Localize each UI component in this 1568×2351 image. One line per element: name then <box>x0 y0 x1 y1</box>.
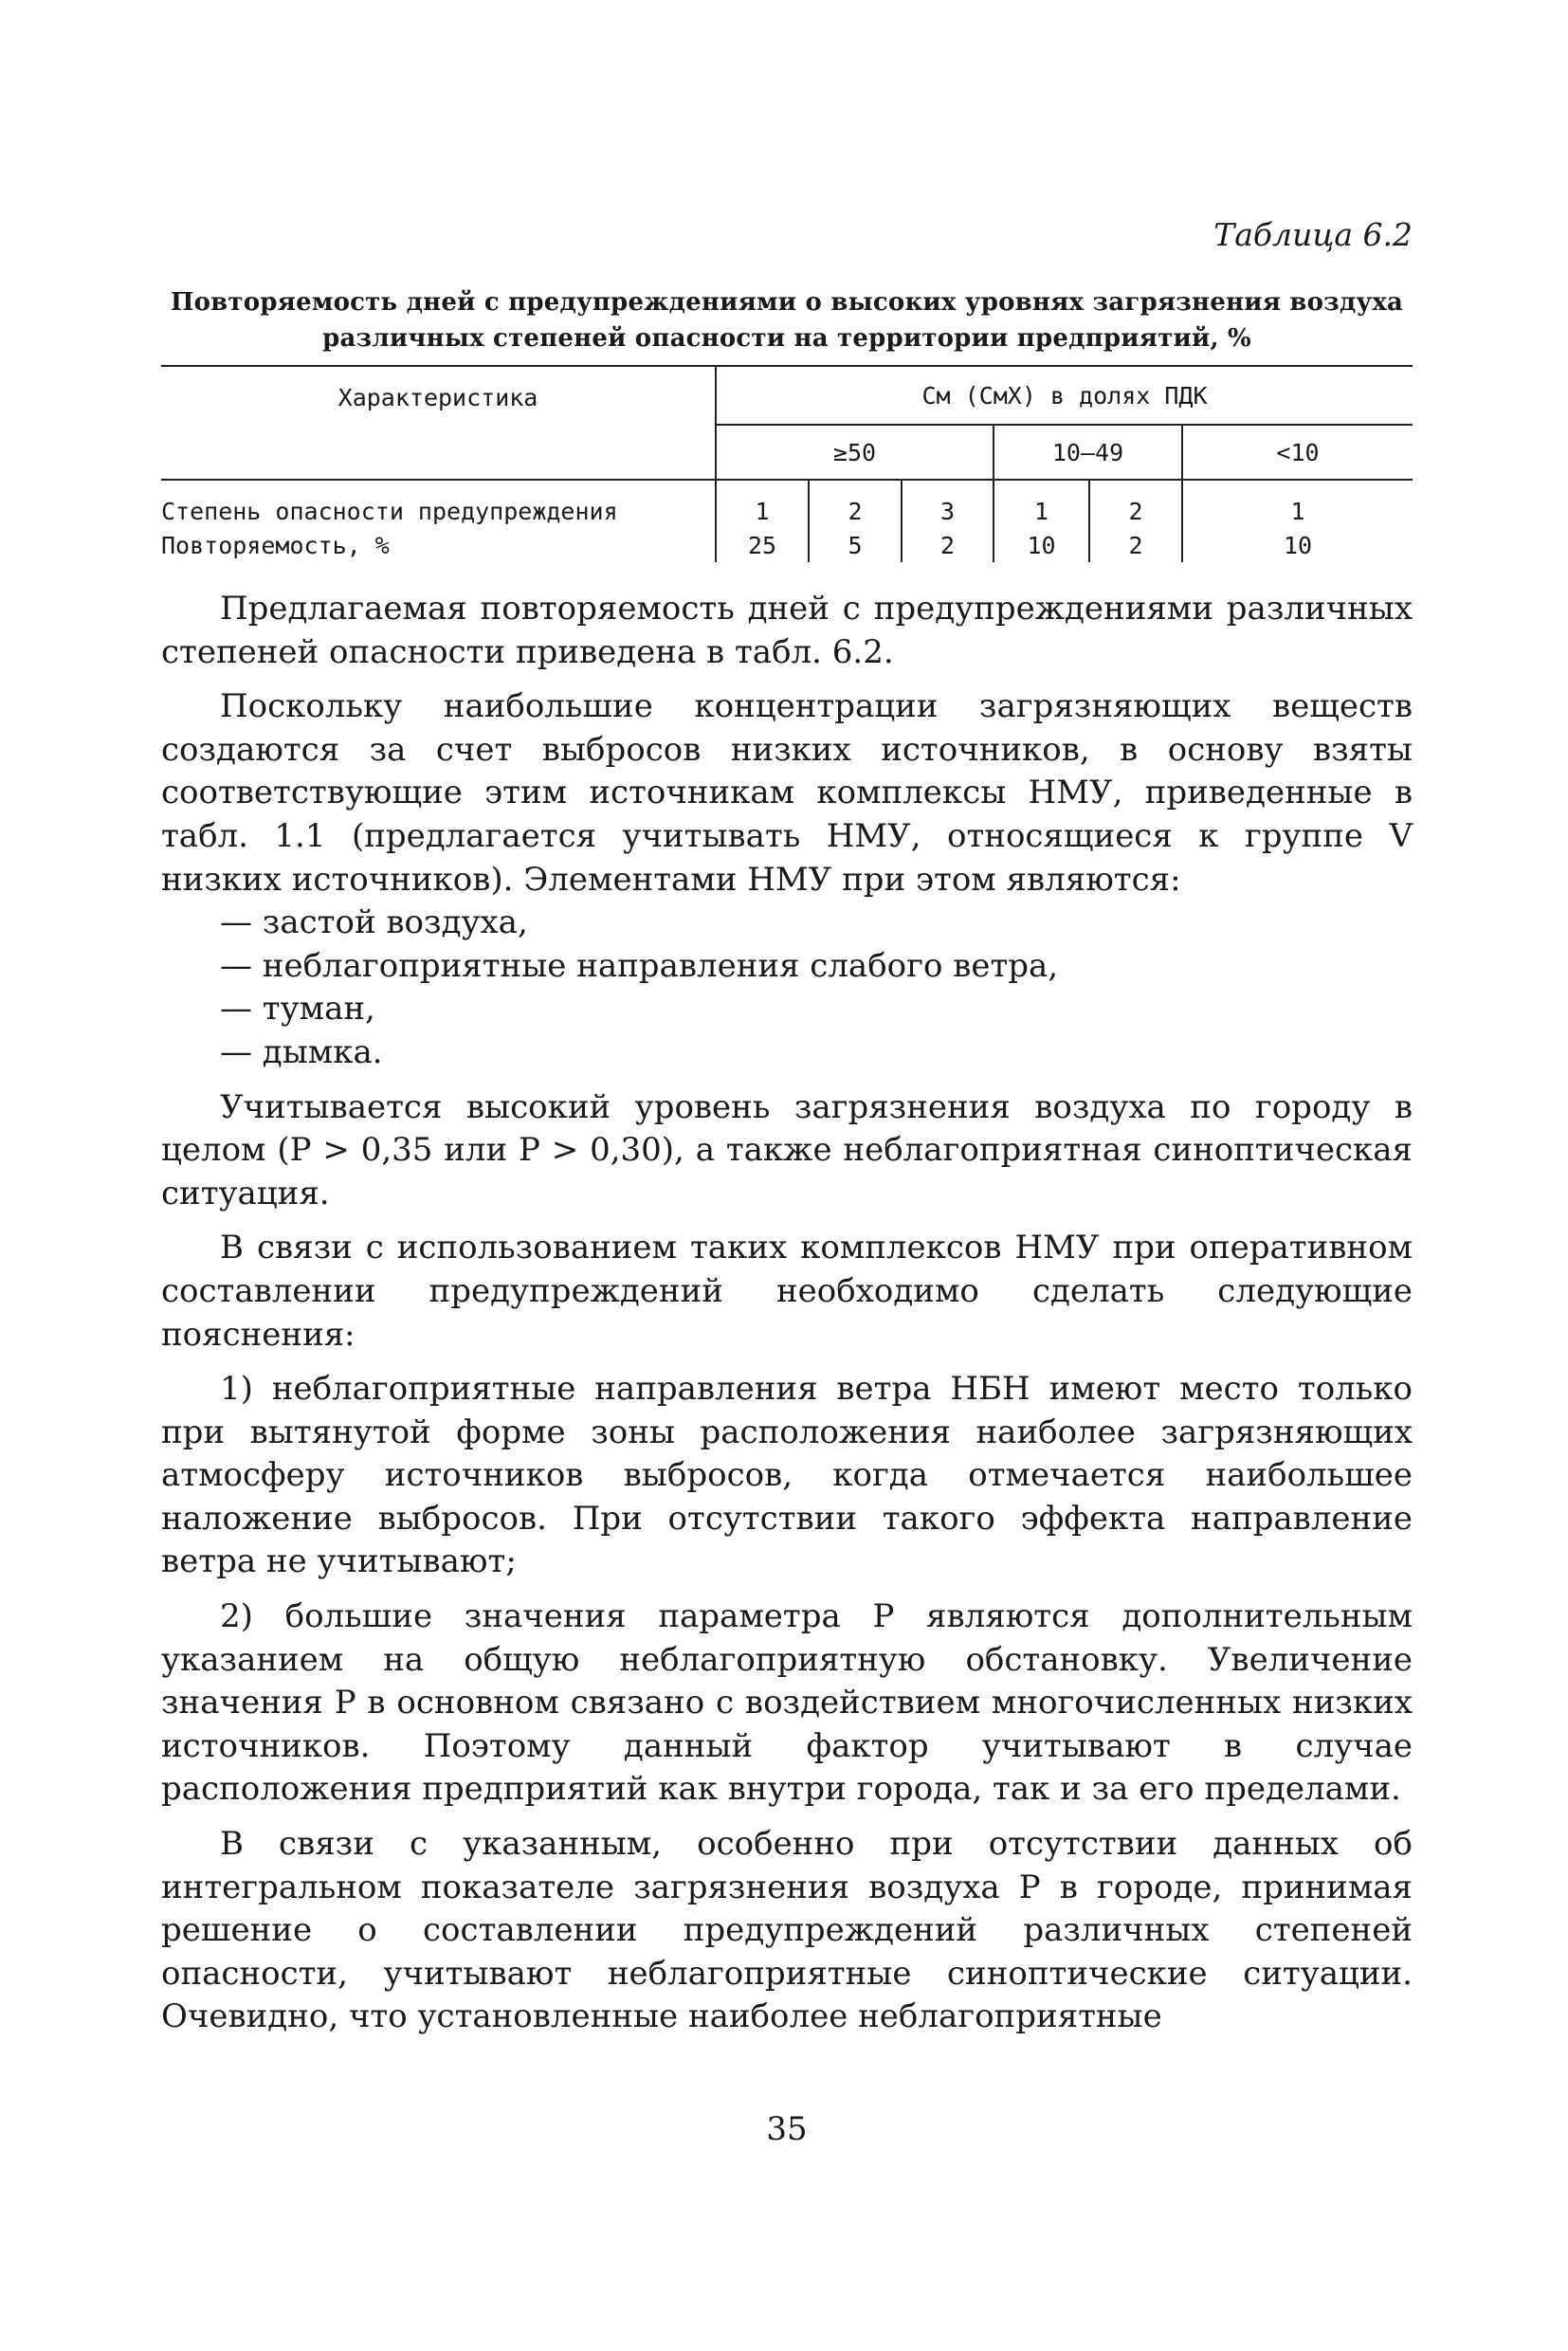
table-caption <box>161 284 1413 356</box>
cell-danger-5: 2 <box>1089 480 1182 528</box>
cell-repeat-2: 5 <box>809 528 902 562</box>
cell-repeat-1: 25 <box>716 528 809 562</box>
table-row <box>161 528 1413 562</box>
page-number: 35 <box>766 2110 808 2148</box>
paragraph-2: Поскольку наибольшие концентрации загрязняющих веществ создаются за счет выбросов низких источников, в основу взяты соответствующие этим источникам комплексы НМУ, приведенные в табл. 1.1 (предлагается учитывать НМУ, относящиеся к группе V низких источников). Элементами НМУ при этом являются: <box>161 687 1413 899</box>
table-row <box>161 480 1413 528</box>
list-item-2: — неблагоприятные направления слабого ветра, <box>220 946 1059 985</box>
paragraph-3: Учитывается высокий уровень загрязнения воздуха по городу в целом (P > 0,35 или P > 0,30), а также неблагоприятная синоптическая ситуация. <box>161 1087 1413 1212</box>
cell-repeat-3: 2 <box>902 528 994 562</box>
header-characteristic: Характеристика <box>161 366 716 480</box>
group-header-10-49: 10—49 <box>994 425 1182 480</box>
cell-danger-6: 1 <box>1182 480 1413 528</box>
cell-repeat-4: 10 <box>994 528 1089 562</box>
paragraph-1: Предлагаемая повторяемость дней с предупреждениями различных степеней опасности приведена в табл. 6.2. <box>161 590 1413 671</box>
paragraph-6: 2) большие значения параметра P являются дополнительным указанием на общую неблагоприятную обстановку. Увеличение значения P в основном связано с воздействием многочисленных низких источников. Поэтому данный фактор учитывают в случае расположения предприятий как внутри города, так и за его пределами. <box>161 1597 1413 1809</box>
cell-repeat-5: 2 <box>1089 528 1182 562</box>
caption-line-2: различных степеней опасности на территории предприятий, % <box>322 324 1251 353</box>
document-page <box>161 0 1413 2351</box>
paragraph-7: В связи с указанным, особенно при отсутствии данных об интегральном показателе загрязнения воздуха P в городе, принимая решение о составлении предупреждений различных степеней опасности, учитывают неблагоприятные синоптические ситуации. Очевидно, что установленные наиболее неблагоприятные <box>161 1825 1413 2036</box>
caption-line-1: Повторяемость дней с предупреждениями о высоких уровнях загрязнения воздуха <box>170 288 1404 317</box>
list-item-4: — дымка. <box>220 1032 383 1071</box>
cell-danger-3: 3 <box>902 480 994 528</box>
body-text <box>161 588 1413 2039</box>
cell-danger-4: 1 <box>994 480 1089 528</box>
group-header-lt10: <10 <box>1182 425 1413 480</box>
data-table <box>161 365 1413 562</box>
list-item-1: — застой воздуха, <box>220 903 528 942</box>
paragraph-5: 1) неблагоприятные направления ветра НБН имеют место только при вытянутой форме зоны расположения наиболее загрязняющих атмосферу источников выбросов, когда отмечается наибольшее наложение выбросов. При отсутствии такого эффекта направление ветра не учитывают; <box>161 1370 1413 1581</box>
group-header-ge50: ≥50 <box>716 425 994 480</box>
cell-danger-2: 2 <box>809 480 902 528</box>
table-label: Таблица 6.2 <box>1213 216 1413 253</box>
header-group: Cм (CмX) в долях ПДК <box>716 366 1413 425</box>
row-label-repeatability: Повторяемость, % <box>161 531 390 559</box>
cell-repeat-6: 10 <box>1182 528 1413 562</box>
paragraph-4: В связи с использованием таких комплексов НМУ при оперативном составлении предупреждений необходимо сделать следующие пояснения: <box>161 1229 1413 1354</box>
cell-danger-1: 1 <box>716 480 809 528</box>
row-label-danger: Степень опасности предупреждения <box>161 497 618 525</box>
list-item-3: — туман, <box>220 990 375 1029</box>
